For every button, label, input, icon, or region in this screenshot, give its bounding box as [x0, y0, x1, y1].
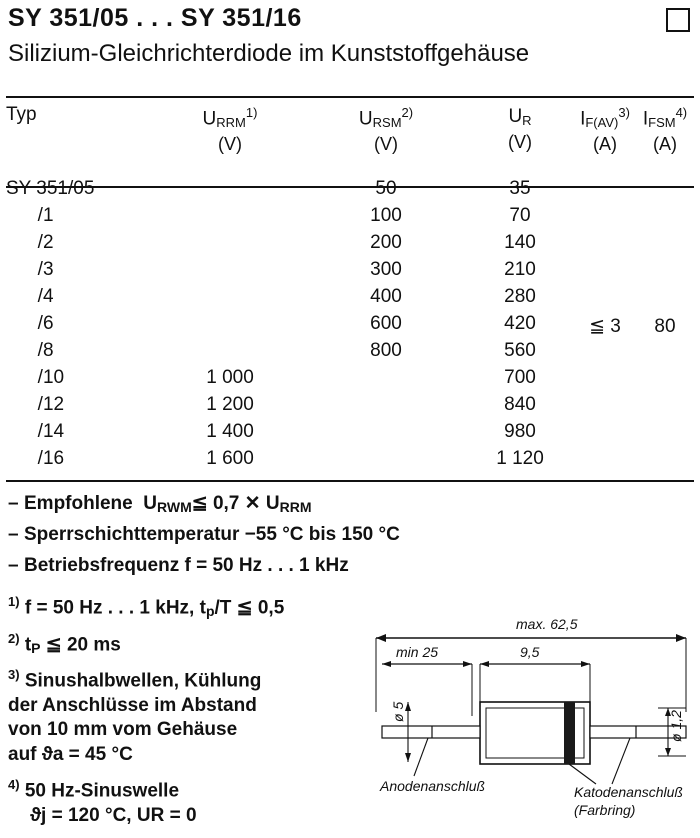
divider-bottom — [6, 480, 694, 482]
cell-urrm — [154, 340, 306, 367]
footnote-3-marker: 3) — [8, 667, 20, 683]
footnote-3-line3: von 10 mm vom Gehäuse — [8, 719, 238, 741]
col-ifav-sub: F(AV) — [585, 115, 619, 131]
cell-ursm: 800 — [370, 340, 402, 361]
col-urrm-sub: RRM — [216, 115, 246, 131]
note-dash: – — [8, 555, 19, 576]
corner-marker-icon — [666, 8, 690, 32]
col-ifsm-symbol: I — [642, 108, 649, 130]
cell-urrm: 1 600 — [206, 448, 254, 469]
cell-ur: 560 — [504, 340, 536, 361]
note-dash: – — [8, 524, 19, 545]
note-1-mid: ≦ 0,7 ✕ — [191, 493, 266, 514]
cell-typ: /4 — [6, 286, 54, 307]
footnote-2-text: t — [24, 633, 32, 655]
divider-top — [6, 96, 694, 98]
anode-label: Anodenanschluß — [380, 778, 486, 794]
cell-typ: /6 — [6, 313, 54, 334]
cell-ursm: 200 — [370, 232, 402, 253]
col-ur-unit: (V) — [508, 131, 532, 152]
note-1-pre: Empfohlene — [24, 493, 133, 514]
cell-ur: 1 120 — [496, 448, 544, 469]
column-header-ifsm — [636, 104, 694, 178]
cell-urrm — [154, 259, 306, 286]
col-ifav-symbol: I — [580, 108, 586, 130]
col-urrm-symbol: U — [202, 108, 217, 130]
cell-urrm: 1 200 — [206, 394, 254, 415]
cell-ur: 840 — [504, 394, 536, 415]
package-outline-drawing — [368, 616, 694, 828]
cell-ifsm: 80 — [654, 315, 676, 337]
cell-typ: /16 — [6, 448, 65, 469]
footnote-3-line4: auf ϑa = 45 °C — [8, 743, 133, 765]
cell-ursm: 300 — [370, 259, 402, 280]
dim-wire-label: ø 1,2 — [668, 710, 684, 742]
cell-ursm: 100 — [370, 205, 402, 226]
cell-urrm — [154, 232, 306, 259]
cell-ifav: ≦ 3 — [589, 316, 621, 337]
note-2-text: Sperrschichttemperatur −55 °C bis 150 °C — [24, 524, 400, 545]
cell-typ: /2 — [6, 232, 54, 253]
cell-ur: 140 — [504, 232, 536, 253]
cell-ursm — [306, 421, 466, 448]
footnote-1 — [8, 594, 368, 621]
col-ursm-unit: (V) — [374, 133, 398, 154]
footnote-4-text: 50 Hz-Sinuswelle — [24, 780, 180, 802]
footnote-3 — [8, 667, 368, 767]
col-ifav-sup: 3) — [618, 105, 630, 120]
cell-typ: /10 — [6, 367, 65, 388]
cell-typ: /12 — [6, 394, 65, 415]
cell-ursm: 400 — [370, 286, 402, 307]
cell-ursm — [306, 394, 466, 421]
note-1-sub-2: RRM — [279, 499, 312, 515]
note-item — [8, 524, 568, 546]
col-ursm-symbol: U — [358, 108, 373, 130]
col-ifsm-unit: (A) — [653, 133, 677, 154]
col-ifav-unit: (A) — [593, 133, 617, 154]
footnote-1-sub: p — [205, 603, 215, 620]
general-notes — [8, 492, 568, 586]
cell-urrm — [154, 286, 306, 313]
page-subtitle: Silizium-Gleichrichterdiode im Kunststoffgehäuse — [8, 40, 530, 67]
cell-typ: /8 — [6, 340, 54, 361]
footnote-2 — [8, 631, 368, 658]
cell-typ: SY 351/05 — [6, 178, 95, 199]
footnote-2-text2: ≦ 20 ms — [40, 633, 121, 655]
cell-urrm — [154, 178, 306, 205]
page-title: SY 351/05 . . . SY 351/16 — [8, 4, 302, 32]
note-1-symbol-2: U — [265, 493, 280, 514]
footnote-4-line2: ϑj = 120 °C, UR = 0 — [30, 804, 197, 826]
col-ursm-sub: RSM — [372, 115, 402, 131]
col-urrm-sup: 1) — [245, 105, 258, 120]
footnotes — [8, 594, 368, 838]
column-header-ursm — [306, 104, 466, 178]
cell-ur: 70 — [509, 205, 531, 226]
col-ifsm-sup: 4) — [675, 105, 688, 120]
note-1-sub-1: RWM — [157, 499, 192, 515]
cathode-label: Katodenanschluß — [574, 784, 683, 800]
footnote-3-line2: der Anschlüsse im Abstand — [8, 694, 257, 716]
cell-typ: /3 — [6, 259, 54, 280]
note-3-pre: Betriebsfrequenz f — [24, 555, 191, 576]
column-header-typ: Typ — [6, 104, 37, 125]
cell-ursm: 50 — [375, 178, 397, 199]
cell-urrm — [154, 205, 306, 232]
cell-ur: 210 — [504, 259, 536, 280]
cell-ursm — [306, 448, 466, 475]
footnote-3-text: Sinushalbwellen, Kühlung — [24, 670, 262, 692]
cell-ursm: 600 — [370, 313, 402, 334]
cell-ur: 35 — [509, 178, 531, 199]
dim-min-label: min 25 — [396, 644, 439, 660]
col-ursm-sup: 2) — [401, 105, 414, 120]
dim-body-label: 9,5 — [520, 644, 540, 660]
footnote-4-marker: 4) — [8, 776, 20, 792]
col-ur-symbol: U — [508, 106, 523, 127]
table-row — [6, 178, 694, 205]
column-header-ur — [466, 104, 574, 178]
col-ifsm-sub: FSM — [648, 115, 676, 131]
column-header-ifav — [574, 104, 636, 178]
cathode-label-2: (Farbring) — [574, 802, 636, 818]
cell-ur: 980 — [504, 421, 536, 442]
specification-table — [6, 104, 694, 475]
footnote-2-sub: P — [31, 639, 41, 656]
col-ur-sub: R — [522, 113, 532, 128]
dim-lead-label: ø 5 — [390, 701, 406, 722]
footnote-4 — [8, 777, 368, 828]
column-header-urrm — [154, 104, 306, 178]
cell-typ: /1 — [6, 205, 54, 226]
cell-ursm — [306, 367, 466, 394]
cell-urrm: 1 000 — [206, 367, 254, 388]
footnote-1-text2: /T ≦ 0,5 — [214, 597, 285, 619]
col-urrm-unit: (V) — [218, 133, 242, 154]
cell-typ: /14 — [6, 421, 65, 442]
cell-urrm — [154, 313, 306, 340]
cell-ur: 700 — [504, 367, 536, 388]
footnote-1-marker: 1) — [8, 594, 20, 609]
footnote-1-text: f = 50 Hz . . . 1 kHz, t — [24, 597, 206, 619]
note-1-symbol-1: U — [143, 493, 158, 514]
cell-ur: 280 — [504, 286, 536, 307]
note-item — [8, 555, 568, 577]
note-3-post: = 50 Hz . . . 1 kHz — [196, 555, 349, 576]
note-dash: – — [8, 493, 19, 514]
note-item — [8, 492, 568, 515]
dim-total-label: max. 62,5 — [516, 616, 578, 632]
footnote-2-marker: 2) — [8, 630, 20, 646]
table-header-row — [6, 104, 694, 178]
cell-urrm: 1 400 — [206, 421, 254, 442]
cell-ur: 420 — [504, 313, 536, 334]
